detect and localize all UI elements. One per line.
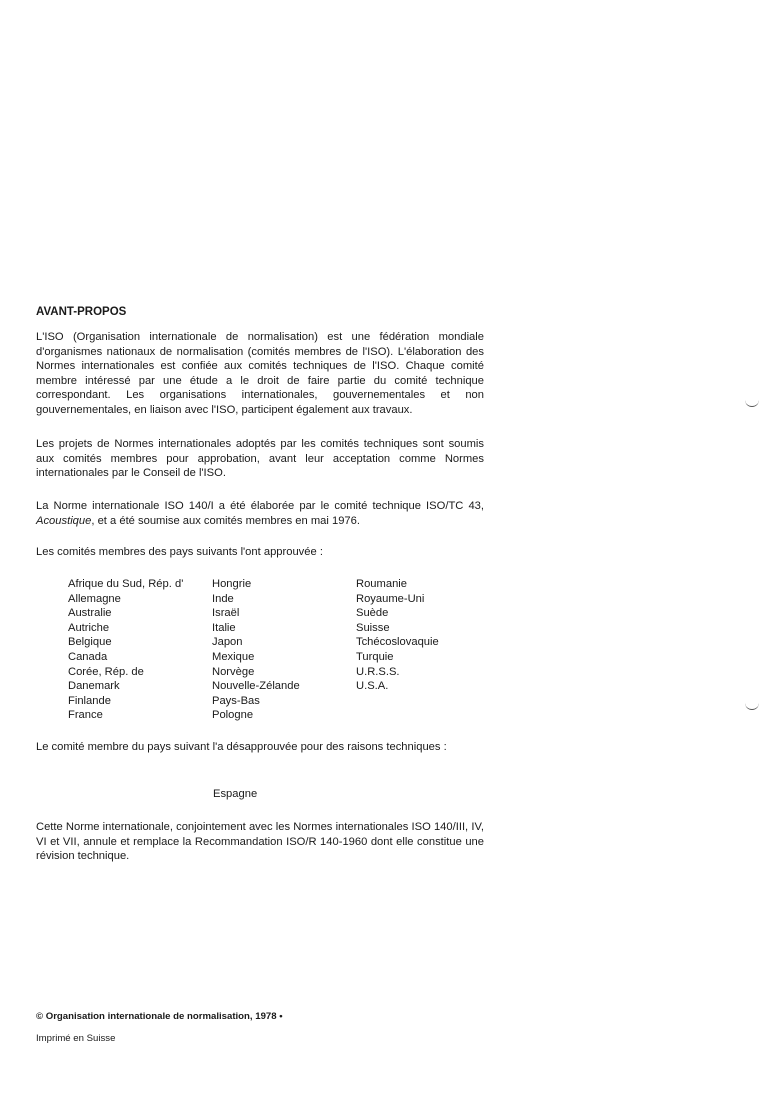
country-item: Australie xyxy=(68,607,112,620)
disapproving-country: Espagne xyxy=(213,788,258,800)
country-item: Inde xyxy=(212,592,234,605)
paragraph-revision-note: Cette Norme internationale, conjointement avec les Normes internationales ISO 140/III, IV, VI et VII, annule et remplace la Recommandation ISO/R 140-1960 dont elle constitue une révision technique. xyxy=(36,821,484,863)
country-item: Norvège xyxy=(212,665,255,678)
copyright-notice: © Organisation internationale de normalisation, 1978 • xyxy=(36,1011,283,1022)
country-item: Corée, Rép. de xyxy=(68,665,144,678)
paragraph-standard-origin-part1: La Norme internationale ISO 140/I a été élaborée par le comité technique ISO/TC 43, xyxy=(36,500,484,512)
paragraph-disapproval-intro: Le comité membre du pays suivant l'a désapprouvée pour des raisons techniques : xyxy=(36,741,447,753)
country-item: Nouvelle-Zélande xyxy=(212,680,300,693)
country-item: Suède xyxy=(356,607,389,620)
country-item: Allemagne xyxy=(68,592,121,605)
section-heading: AVANT-PROPOS xyxy=(36,306,127,318)
country-item: Canada xyxy=(68,650,108,663)
country-item: U.R.S.S. xyxy=(356,665,400,678)
country-item: Suisse xyxy=(356,621,390,634)
country-item: Belgique xyxy=(68,636,112,649)
country-item: Hongrie xyxy=(212,578,252,590)
country-item: Royaume-Uni xyxy=(356,592,425,605)
country-item: Afrique du Sud, Rép. d' xyxy=(68,578,184,590)
country-item: Danemark xyxy=(68,680,120,693)
country-item: Tchécoslovaquie xyxy=(356,636,439,649)
country-item: Roumanie xyxy=(356,578,407,590)
approving-countries-column-2 xyxy=(212,577,352,723)
margin-mark xyxy=(745,703,759,710)
margin-mark xyxy=(745,400,759,407)
country-item: France xyxy=(68,709,103,722)
printed-in-notice: Imprimé en Suisse xyxy=(36,1033,116,1044)
country-item: Italie xyxy=(212,621,236,634)
country-item: U.S.A. xyxy=(356,680,389,693)
country-item: Israël xyxy=(212,607,240,620)
country-item: Japon xyxy=(212,636,243,649)
paragraph-iso-intro: L'ISO (Organisation internationale de normalisation) est une fédération mondiale d'organismes nationaux de normalisation (comités membres de l'ISO). L'élaboration des Normes internationales est confiée aux comités techniques de l'ISO. Chaque comité membre intéressé par une étude a le droit de faire partie du comité technique correspondant. Les organisations internationales, gouvernementales et non gouvernementales, en liaison avec l'ISO, participent également aux travaux. xyxy=(36,331,484,416)
paragraph-standard-origin xyxy=(36,499,484,528)
committee-name: Acoustique xyxy=(36,514,92,527)
country-item: Mexique xyxy=(212,650,255,663)
country-item: Finlande xyxy=(68,694,111,707)
country-item: Pays-Bas xyxy=(212,694,260,707)
paragraph-approval-intro: Les comités membres des pays suivants l'ont approuvée : xyxy=(36,546,323,558)
country-item: Turquie xyxy=(356,650,394,663)
country-item: Pologne xyxy=(212,709,254,722)
approving-countries-column-3 xyxy=(356,577,496,694)
approving-countries-column-1 xyxy=(68,577,208,723)
paragraph-draft-standards: Les projets de Normes internationales adoptés par les comités techniques sont soumis aux comités membres pour approbation, avant leur acceptation comme Normes internationales par le Conseil de l'ISO. xyxy=(36,438,484,480)
country-item: Autriche xyxy=(68,621,110,634)
paragraph-standard-origin-part2: , et a été soumise aux comités membres en mai 1976. xyxy=(91,514,360,527)
